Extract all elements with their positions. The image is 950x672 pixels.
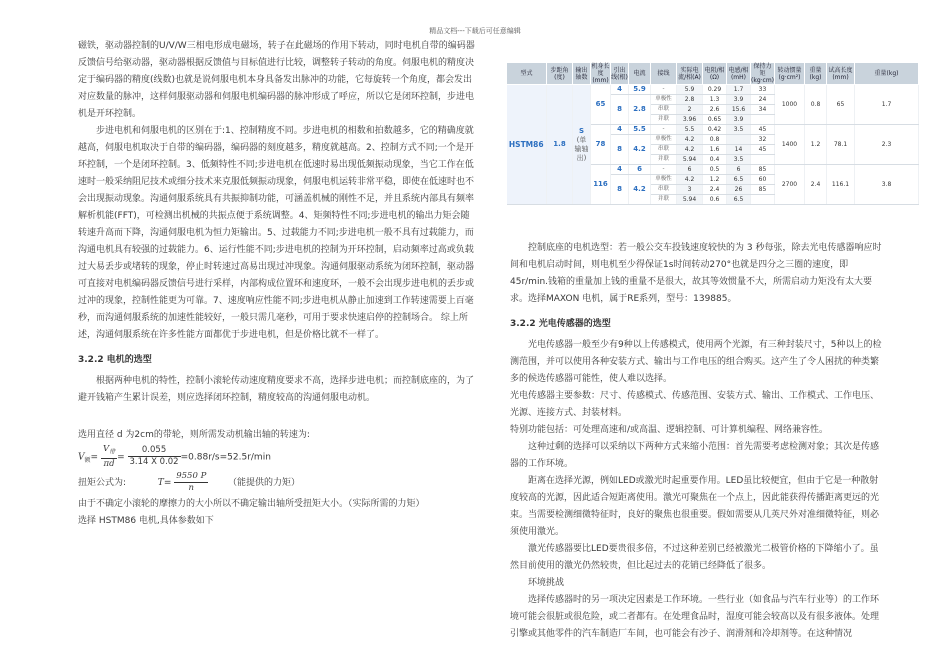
spec-cell: 2.4 <box>703 185 727 195</box>
spec-cell: 116 <box>591 165 611 205</box>
spec-cell <box>573 85 591 205</box>
frac2-num: 0.055 <box>128 445 181 457</box>
spec-cell: 3.5 <box>727 155 751 165</box>
formula-eq: = <box>90 452 99 463</box>
spec-cell: 6 <box>727 165 751 175</box>
spec-header-cell: 机身长度(mm) <box>591 63 610 84</box>
torque-label: 扭矩公式为: <box>78 478 127 488</box>
right-paragraph-5: 这种过剩的选择可以采纳以下两种方式来缩小范围：首先需要考虑检测对象；其次是传感器的工作环境。 <box>510 442 880 469</box>
left-paragraph-6: 选择 HSTM86 电机,具体参数如下 <box>78 516 214 526</box>
spec-cell: 2.8 <box>677 95 703 105</box>
spec-cell: 15.6 <box>727 105 751 115</box>
formula-frac-1 <box>101 444 117 470</box>
spec-cell: 3.9 <box>727 95 751 105</box>
spec-cell: 6 <box>677 165 703 175</box>
spec-header-cell: 引出线(根) <box>611 63 629 85</box>
spec-cell: 78 <box>591 125 611 165</box>
torque-den: n <box>188 483 194 493</box>
spec-cell: 0.5 <box>703 165 727 175</box>
left-paragraph-1: 磁铁，驱动器控制的U/V/W三相电形成电磁场，转子在此磁场的作用下转动，同时电机自带的编码器反馈信号给驱动器，驱动器根据反馈值与目标值进行比较，调整转子转动的角度。伺服电机的精度决定于编码器的精度(线数)也就是说伺服电机本身具备发出脉冲的功能，它每旋转一个角度，都会发出对应数量的脉冲，这样伺服驱动器和伺服电机编码器的脉冲形成了呼应，所以它是闭环控制，步进电机是开环控制。 <box>78 41 475 119</box>
spec-cell: 1400 <box>775 125 805 165</box>
spec-cell: 串联 <box>651 105 677 115</box>
left-paragraph-3: 根据两种电机的特性，控制小滚轮传动速度精度要求不高，选择步进电机；而控制底座的，为了避开钱箱产生累计误差，则应选择闭环控制，精度较高的沟通伺服电动机。 <box>78 376 475 403</box>
spec-cell: 78.1 <box>827 125 855 165</box>
spec-cell: 32 <box>751 135 775 145</box>
spec-cell: 24 <box>751 95 775 105</box>
spec-header-cell: 转动惯量(g·cm²) <box>775 63 805 85</box>
torque-lhs: T <box>157 478 164 488</box>
spec-cell: 1.2 <box>703 175 727 185</box>
spec-cell: 6.5 <box>727 195 751 205</box>
spec-cell: 65 <box>827 85 855 125</box>
spec-cell: 6.5 <box>727 175 751 185</box>
right-paragraph-2: 光电传感器一般至少有9种以上传感模式，使用两个光源，有三种封装尺寸，5种以上的检测范围，并可以使用各种安装方式、输出与工作电压的组合购买。这产生了令人困扰的种类繁多的候选传感器可能性，使人难以选择。 <box>510 340 882 384</box>
spec-cell: 45 <box>751 145 775 155</box>
spec-cell: 4 <box>611 85 629 95</box>
spec-header-row <box>507 63 919 85</box>
right-column <box>510 240 882 643</box>
spec-cell: 2 <box>677 105 703 115</box>
torque-eq: = <box>163 478 172 488</box>
spec-cell: HSTM86 <box>507 85 547 205</box>
spec-header-cell: 电阻/相(Ω) <box>703 63 727 85</box>
spec-cell: 3.8 <box>855 165 919 205</box>
frac1-den: πd <box>103 458 115 469</box>
spec-cell: 并联 <box>651 155 677 165</box>
spec-cell: 5.94 <box>677 155 703 165</box>
spec-cell: 0.8 <box>703 135 727 145</box>
spec-cell: 并联 <box>651 195 677 205</box>
spec-table-body <box>507 85 919 205</box>
spec-cell: 5.94 <box>677 195 703 205</box>
spec-cell: 5.5 <box>629 125 651 135</box>
left-paragraph-2: 步进电机和伺服电机的区别在于:1、控制精度不同。步进电机的相数和拍数越多，它的精确度就越高，伺服电机取决于自带的编码器，编码器的刻度越多，精度就越高。2、控制方式不同;一个是开环控制，一个是闭环控制。3、低频特性不同;步进电机在低速时易出现低频振动现象，当它工作在低速时一般采纳阻尼技术或细分技术来克服低频振动现象，伺服电机运转非常平稳，即使在低速时也不会出现振动现象。沟通伺服系统具有共振抑制功能，可涵盖机械的刚性不足，并且系统内部具有频率解析机能(FFT)，可检测出机械的共振点便于系统调整。4、矩频特性不同;步进电机的输出力矩会随转速升高而下降，沟通伺服电机为恒力矩输出。5、过载能力不同;步进电机一般不具有过载能力，而沟通电机具有较强的过载能力。6、运行性能不同;步进电机的控制为开环控制，启动频率过高或负载过大易丢步或堵转的现象，停止时转速过高易出现过冲现象。沟通伺服驱动系统为闭环控制，驱动器可直接对电机编码器反馈信号进行采样，内部构成位置环和速度环，一般不会出现步进电机的丢步或过冲的现象，控制性能更为可靠。7、速度响应性能不同;步进电机从静止加速到工作转速需要上百毫秒，而沟通伺服系统的加速性能较好，一般只需几毫秒，可用于要求快速启停的控制场合。 综上所述，沟通伺服系统在许多性能方面都优于步进电机，但是价格比就不一样了。 <box>78 126 475 340</box>
spec-cell: - <box>651 165 677 175</box>
spec-cell: 1.2 <box>805 125 827 165</box>
spec-cell: 85 <box>751 165 775 175</box>
section-heading-motor: 3.2.2 电机的选型 <box>78 355 152 365</box>
spec-cell: 1.7 <box>727 85 751 95</box>
torque-frac <box>174 471 208 494</box>
spec-cell: 5.9 <box>629 85 651 95</box>
page-header: 精品文档---下载后可任意编辑 <box>429 27 521 35</box>
spec-cell: - <box>651 125 677 135</box>
spec-cell <box>727 135 751 145</box>
spec-cell: 2700 <box>775 165 805 205</box>
spec-header-cell: 电感/相(mH) <box>727 63 751 85</box>
spec-cell: 串联 <box>651 145 677 155</box>
spec-row <box>507 85 919 95</box>
spec-cell: 4.2 <box>677 135 703 145</box>
spec-header-cell: 电流 <box>629 63 651 85</box>
right-paragraph-4: 特别功能包括：可处理高速和/或高温、逻辑控制、可计算机编程、网络兼容性。 <box>510 425 829 435</box>
spec-cell: 单极性 <box>651 175 677 185</box>
spec-cell: 1.8 <box>547 85 573 205</box>
spec-cell: 串联 <box>651 185 677 195</box>
spec-cell: 3 <box>677 185 703 195</box>
spec-header-cell: 型式 <box>507 63 547 85</box>
spec-cell: 2.8 <box>629 95 651 125</box>
formula-lhs: V <box>78 452 85 463</box>
spec-cell <box>751 195 775 205</box>
spec-cell: 0.42 <box>703 125 727 135</box>
spec-header-cell: 实际电流/相(A) <box>677 63 703 85</box>
formula-frac-2 <box>128 445 181 468</box>
spec-cell <box>751 115 775 125</box>
speed-formula <box>78 444 478 470</box>
formula-result: =0.88r/s=52.5r/min <box>180 452 271 463</box>
spec-cell: 4.2 <box>629 175 651 205</box>
motor-spec-table <box>506 62 899 236</box>
right-paragraph-8: 环境挑战 <box>528 578 565 588</box>
spec-cell: 单极性 <box>651 135 677 145</box>
spec-cell: 4.2 <box>677 145 703 155</box>
torque-num: 9550 P <box>176 471 207 481</box>
spec-cell: 0.6 <box>703 195 727 205</box>
spec-cell: 45 <box>751 125 775 135</box>
spec-header-cell: 输出轴数 <box>573 63 591 85</box>
spec-cell: 2.6 <box>703 105 727 115</box>
spec-header-cell: 重量(kg) <box>805 63 827 85</box>
torque-formula <box>78 470 478 496</box>
right-paragraph-6: 距离在选择光源，例如LED或激光时起重要作用。LED虽比较便宜，但由于它是一种散射度较高的光源，因此适合短距离使用。激光可聚焦在一个点上，因此能获得传播距离更远的光束。当需要检测细微特征时，良好的聚焦也很重要。假如需要从几英尺外对准细微特征，则必须使用激光。 <box>510 476 880 537</box>
spec-cell <box>751 155 775 165</box>
spec-cell: 4 <box>611 165 629 175</box>
right-paragraph-1: 控制底座的电机选型：若一般公交车投钱速度较快的为 3 秒每张，除去光电传感器响应时间和电机启动时间，则电机至少得保证1s时间转动270°也就是四分之三圈的速度，即45r/min.钱箱的重量加上钱的重量不是很大，故其等效惯量不大，所需启动力矩没有太大要求。选择MAXON 电机，属于RE系列，型号：139885。 <box>510 243 882 304</box>
spec-cell: 8 <box>611 95 629 125</box>
shaft-note: (单输轴出) <box>574 135 589 162</box>
torque-note: （能提供的力矩） <box>228 478 301 488</box>
spec-header-cell: 接线 <box>651 63 677 85</box>
left-column <box>78 38 478 530</box>
spec-cell: 14 <box>727 145 751 155</box>
formula-lhs-sub: 额 <box>84 457 91 465</box>
spec-header-cell: 试高长度(mm) <box>827 63 855 85</box>
spec-cell: 0.29 <box>703 85 727 95</box>
spec-header-cell: 步距角(度) <box>547 63 573 85</box>
spec-header-cell: 重量(kg) <box>855 63 919 85</box>
spec-cell: 116.1 <box>827 165 855 205</box>
spec-cell: 3.96 <box>677 115 703 125</box>
spec-cell: 2.4 <box>805 165 827 205</box>
spec-cell: 1.6 <box>703 145 727 155</box>
spec-cell: 1.7 <box>855 85 919 125</box>
spec-cell: 3.9 <box>727 115 751 125</box>
spec-cell: 4 <box>611 125 629 135</box>
frac2-den: 3.14 X 0.02 <box>129 457 179 468</box>
spec-cell: 65 <box>591 85 611 125</box>
spec-header-cell: 保持力矩(kg·cm) <box>751 63 775 84</box>
frac1-num: V <box>102 444 110 454</box>
spec-cell: 34 <box>751 105 775 115</box>
spec-cell: 0.65 <box>703 115 727 125</box>
spec-cell: 1000 <box>775 85 805 125</box>
shaft-code: S <box>578 126 585 135</box>
spec-cell: 1.3 <box>703 95 727 105</box>
spec-cell: 4.2 <box>629 135 651 165</box>
frac1-num-sub: 带 <box>109 448 116 456</box>
spec-cell: 60 <box>751 175 775 185</box>
left-paragraph-5: 由于不确定小滚轮的摩擦力的大小所以不确定输出轴所受扭矩大小。（实际所需的力矩） <box>78 499 425 509</box>
spec-cell: 4.2 <box>677 175 703 185</box>
spec-cell: 5.9 <box>677 85 703 95</box>
spec-cell: 33 <box>751 85 775 95</box>
spec-cell: 0.4 <box>703 155 727 165</box>
spec-cell: 85 <box>751 185 775 195</box>
right-paragraph-3: 光电传感器主要参数：尺寸、传感模式、传感范围、安装方式、输出、工作模式、工作电压、光源、连接方式、封装材料。 <box>510 391 880 418</box>
spec-cell: 3.5 <box>727 125 751 135</box>
left-paragraph-4: 选用直径 d 为2cm的带轮，则所需发动机输出轴的转速为: <box>78 430 310 440</box>
spec-cell: 8 <box>611 135 629 165</box>
right-paragraph-7: 激光传感器要比LED要贵很多倍，不过这种差别已经被激光二极管价格的下降缩小了。虽然目前使用的激光仍然较贵，但比起过去的花销已经降低了很多。 <box>510 544 879 571</box>
formula-eq-2: = <box>117 452 125 463</box>
spec-cell: 2.3 <box>855 125 919 165</box>
spec-cell: 单极性 <box>651 95 677 105</box>
right-paragraph-9: 选择传感器时的另一项决定因素是工作环境。一些行业（如食品与汽车行业等）的工作环境可能会很脏或很危险，或二者都有。在处理食品时，湿度可能会较高以及有很多液体。处理引擎或其他零件的汽车制造厂车间，也可能会有沙子、润滑剂和冷却剂等。在这种情况 <box>510 595 880 639</box>
spec-cell: 26 <box>727 185 751 195</box>
section-heading-sensor: 3.2.2 光电传感器的选型 <box>510 319 611 329</box>
spec-cell: 5.5 <box>677 125 703 135</box>
spec-cell: 0.8 <box>805 85 827 125</box>
spec-cell: - <box>651 85 677 95</box>
spec-cell: 6 <box>629 165 651 175</box>
spec-cell: 8 <box>611 175 629 205</box>
spec-cell: 并联 <box>651 115 677 125</box>
